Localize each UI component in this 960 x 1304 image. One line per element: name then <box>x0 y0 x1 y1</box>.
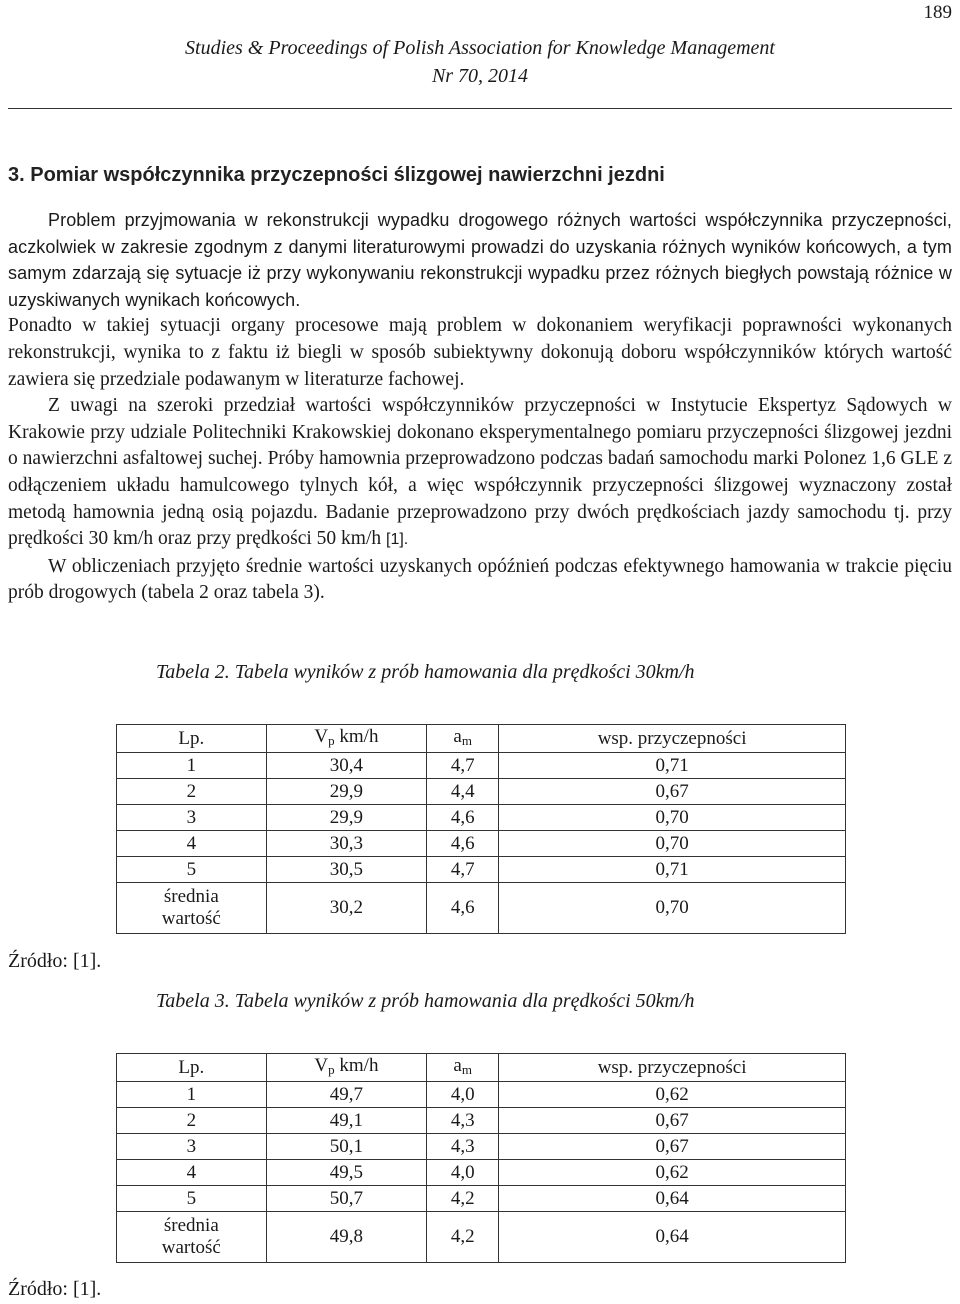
paragraph-3: W obliczeniach przyjęto średnie wartości uzyskanych opóźnień podczas efektywnego hamowania w trakcie pięciu prób drogowych (tabela 2 oraz tabela 3). <box>8 555 952 604</box>
paragraph-2 <box>8 393 952 554</box>
header-speed: $V_p$ km/h <box>266 1054 427 1082</box>
table-3-caption: Tabela 3. Tabela wyników z prób hamowania dla prędkości 50km/h <box>156 990 695 1012</box>
table-row <box>117 831 846 857</box>
header-lp: Lp. <box>117 725 267 753</box>
cell-speed: 49,5 <box>266 1160 427 1186</box>
cell-lp: 3 <box>117 1134 267 1160</box>
paragraph-2a: Z uwagi na szeroki przedział wartości współczynników przyczepności w Instytucie Ekspertyz Sądowych w Krakowie przy udziale Politechniki Krakowskiej dokonano eksperymentalnego pomiaru przyczepności ślizgowej jezdni o nawierzchni asfaltowej suchej. <box>8 395 952 470</box>
cell-coefficient: 0,70 <box>499 883 846 934</box>
table-row <box>117 805 846 831</box>
cell-decel: 4,6 <box>427 883 499 934</box>
cell-speed: 49,8 <box>266 1212 427 1263</box>
cell-lp: 2 <box>117 1108 267 1134</box>
table-average-row <box>117 883 846 934</box>
cell-coefficient: 0,71 <box>499 753 846 779</box>
table-2 <box>116 724 846 934</box>
cell-speed: 29,9 <box>266 805 427 831</box>
cell-lp: 1 <box>117 1082 267 1108</box>
table-row <box>117 857 846 883</box>
cell-decel: 4,2 <box>427 1186 499 1212</box>
cell-decel: 4,7 <box>427 857 499 883</box>
cell-decel: 4,0 <box>427 1082 499 1108</box>
cell-decel: 4,7 <box>427 753 499 779</box>
table-row <box>117 753 846 779</box>
cell-lp: 5 <box>117 857 267 883</box>
cell-lp: 1 <box>117 753 267 779</box>
paragraph-2c: Badanie przeprowadzono przy dwóch prędkościach jazdy samochodu tj. przy prędkości 30 km/h oraz przy prędkości 50 km/h <box>8 501 952 550</box>
journal-issue: Nr 70, 2014 <box>431 65 529 87</box>
paragraph-2-ref: [1]. <box>386 531 409 549</box>
table-row <box>117 1134 846 1160</box>
cell-speed: 30,5 <box>266 857 427 883</box>
cell-coefficient: 0,64 <box>499 1212 846 1263</box>
cell-coefficient: 0,70 <box>499 805 846 831</box>
journal-title: Studies & Proceedings of Polish Association for Knowledge Management <box>185 37 775 59</box>
cell-decel: 4,3 <box>427 1108 499 1134</box>
cell-coefficient: 0,62 <box>499 1160 846 1186</box>
running-header <box>0 34 960 90</box>
page-number: 189 <box>923 2 952 23</box>
cell-decel: 4,3 <box>427 1134 499 1160</box>
paragraph-1a: Problem przyjmowania w rekonstrukcji wypadku drogowego różnych wartości współczynnika przyczepności, aczkolwiek w zakresie zgodnym z danymi literaturowymi prowadzi do uzyskania różnych wyników końcowych, a tym samym zdarzają się sytuacje iż przy wykonywaniu rekonstrukcji wypadku przez różnych biegłych powstają różnice w uzyskiwanych wynikach końcowych. <box>8 210 952 310</box>
paragraph-2b: Próby hamownia przeprowadzono podczas badań samochodu marki Polonez 1,6 GLE z odłączeniem układu hamulcowego tylnych kół, a więc współczynnik przyczepności ślizgowej wyznaczony został metodą hamownia jedną osią pojazdu. <box>8 448 953 523</box>
table-2-caption: Tabela 2. Tabela wyników z prób hamowania dla prędkości 30km/h <box>156 661 695 683</box>
cell-coefficient: 0,67 <box>499 1108 846 1134</box>
header-coefficient: wsp. przyczepności <box>499 725 846 753</box>
cell-decel: 4,0 <box>427 1160 499 1186</box>
cell-speed: 30,2 <box>266 883 427 934</box>
cell-speed: 50,7 <box>266 1186 427 1212</box>
table-3 <box>116 1053 846 1263</box>
section-title: 3. Pomiar współczynnika przyczepności ślizgowej nawierzchni jezdni <box>8 164 665 186</box>
table-3-source: Źródło: [1]. <box>8 1278 102 1300</box>
cell-coefficient: 0,70 <box>499 831 846 857</box>
cell-speed: 30,4 <box>266 753 427 779</box>
cell-speed: 30,3 <box>266 831 427 857</box>
cell-lp: 4 <box>117 831 267 857</box>
header-decel: $a_m$ <box>427 725 499 753</box>
cell-lp: 3 <box>117 805 267 831</box>
header-coefficient: wsp. przyczepności <box>499 1054 846 1082</box>
table-row <box>117 1108 846 1134</box>
cell-decel: 4,6 <box>427 805 499 831</box>
table-row <box>117 779 846 805</box>
cell-speed: 29,9 <box>266 779 427 805</box>
table-row <box>117 1186 846 1212</box>
cell-speed: 49,1 <box>266 1108 427 1134</box>
header-decel: $a_m$ <box>427 1054 499 1082</box>
cell-decel: 4,6 <box>427 831 499 857</box>
table-header-row <box>117 725 846 753</box>
cell-coefficient: 0,62 <box>499 1082 846 1108</box>
header-rule <box>8 108 952 109</box>
cell-decel: 4,2 <box>427 1212 499 1263</box>
cell-coefficient: 0,64 <box>499 1186 846 1212</box>
cell-lp: 2 <box>117 779 267 805</box>
cell-speed: 50,1 <box>266 1134 427 1160</box>
cell-lp: 5 <box>117 1186 267 1212</box>
paragraph-1b: Ponadto w takiej sytuacji organy procesowe mają problem w dokonaniem weryfikacji poprawności wykonanych rekonstrukcji, wynika to z faktu iż biegli w sposób subiektywny dokonują doboru współczynników których wartość zawiera się przedziale podawanym w literaturze fachowej. <box>8 315 952 390</box>
cell-coefficient: 0,71 <box>499 857 846 883</box>
table-header-row <box>117 1054 846 1082</box>
cell-average-label: średnia wartość <box>117 883 267 934</box>
body-text <box>8 207 952 607</box>
table-row <box>117 1160 846 1186</box>
table-average-row <box>117 1212 846 1263</box>
cell-decel: 4,4 <box>427 779 499 805</box>
header-speed: $V_p$ km/h <box>266 725 427 753</box>
table-2-source: Źródło: [1]. <box>8 950 102 972</box>
header-lp: Lp. <box>117 1054 267 1082</box>
cell-lp: 4 <box>117 1160 267 1186</box>
cell-speed: 49,7 <box>266 1082 427 1108</box>
cell-coefficient: 0,67 <box>499 1134 846 1160</box>
cell-coefficient: 0,67 <box>499 779 846 805</box>
table-row <box>117 1082 846 1108</box>
cell-average-label: średnia wartość <box>117 1212 267 1263</box>
